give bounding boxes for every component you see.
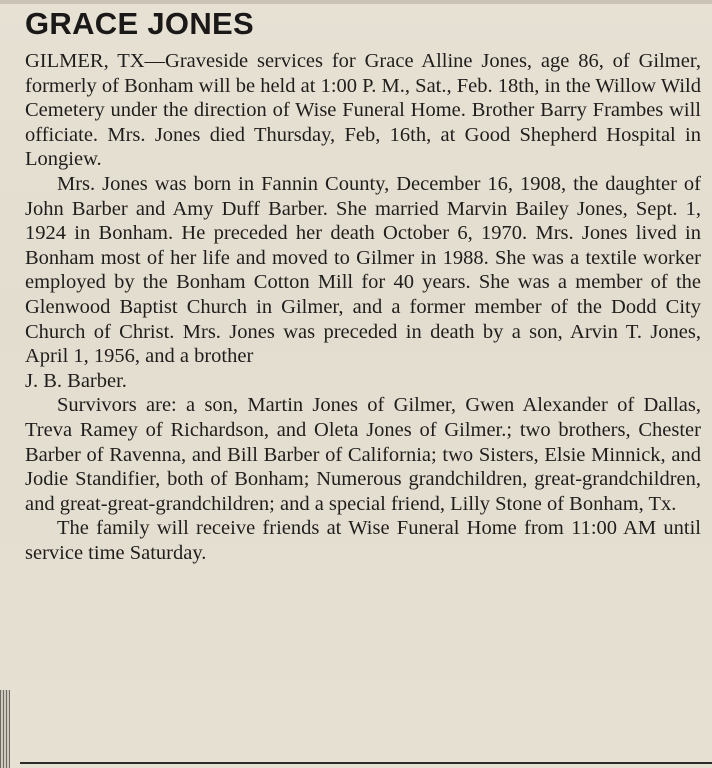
paragraph-biography: Mrs. Jones was born in Fannin County, December 16, 1908, the daughter of John Barber and Amy Duff Barber. She married Marvin Bailey Jones, Sept. 1, 1924 in Bonham. He preceded her death October 6, 1970. Mrs. Jones lived in Bonham most of her life and moved to Gilmer in 1988. She was a textile worker employed by the Bonham Cotton Mill for 40 years. She was a member of the Glenwood Baptist Church in Gilmer, and a former member of the Dodd City Church of Christ. Mrs. Jones was preceded in death by a son, Arvin T. Jones, April 1, 1956, and a brother xyxy=(25,172,701,368)
clipping-top-edge xyxy=(0,0,712,4)
paragraph-survivors: Survivors are: a son, Martin Jones of Gilmer, Gwen Alexander of Dallas, Treva Ramey of Richardson, and Oleta Jones of Gilmer.; two brothers, Chester Barber of Ravenna, and Bill Barber of California; two Sisters, Elsie Minnick, and Jodie Standifier, both of Bonham; Numerous grandchildren, great-grandchildren, and great-great-grandchildren; and a special friend, Lilly Stone of Bonham, Tx. xyxy=(25,394,701,515)
bottom-rule xyxy=(20,762,712,764)
paragraph-services: GILMER, TX—Graveside services for Grace Alline Jones, age 86, of Gilmer, formerly of Bonham will be held at 1:00 P. M., Sat., Feb. 18th, in the Willow Wild Cemetery under the direction of Wise Funeral Home. Brother Barry Frambes will officiate. Mrs. Jones died Thursday, Feb, 16th, at Good Shepherd Hospital in Longiew. xyxy=(25,50,701,171)
clipping-left-edge xyxy=(0,690,10,768)
obituary-headline: GRACE JONES xyxy=(25,6,254,41)
paragraph-visitation: The family will receive friends at Wise Funeral Home from 11:00 AM until service time Saturday. xyxy=(25,517,701,564)
paragraph-biography-tail: J. B. Barber. xyxy=(25,369,127,392)
obituary-body xyxy=(25,49,701,565)
